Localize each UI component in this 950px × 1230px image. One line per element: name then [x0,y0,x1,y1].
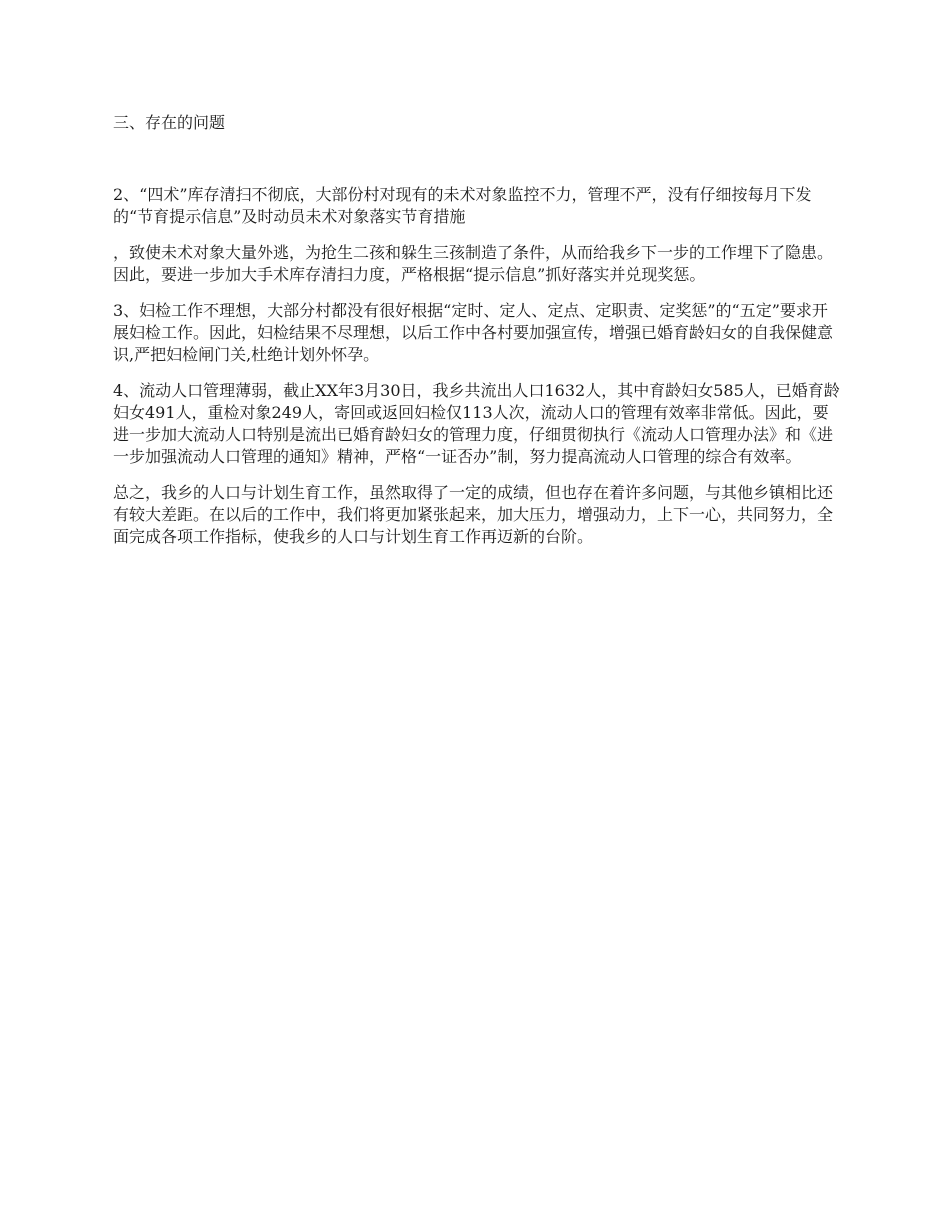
paragraph-gynecological-exam: 3、妇检工作不理想，大部分村都没有很好根据“定时、定人、定点、定职责、定奖惩”的“五定”要求开展妇检工作。因此，妇检结果不尽理想，以后工作中各村要加强宣传，增强已婚育龄妇女的自我保健意识,严把妇检闸门关,杜绝计划外怀孕。 [113,301,834,364]
section-heading: 三、存在的问题 [113,113,226,132]
paragraph-summary: 总之，我乡的人口与计划生育工作，虽然取得了一定的成绩，但也存在着许多问题，与其他乡镇相比还有较大差距。在以后的工作中，我们将更加紧张起来，加大压力，增强动力，上下一心，共同努力，全面完成各项工作指标，使我乡的人口与计划生育工作再迈新的台阶。 [113,483,834,546]
paragraph-four-techniques: 2、“四术”库存清扫不彻底，大部份村对现有的未术对象监控不力，管理不严，没有仔细按每月下发的“节育提示信息”及时动员未术对象落实节育措施 [113,185,812,226]
paragraph-consequence: ，致使未术对象大量外逃，为抢生二孩和躲生三孩制造了条件，从而给我乡下一步的工作埋下了隐患。因此，要进一步加大手术库存清扫力度，严格根据“提示信息”抓好落实并兑现奖惩。 [113,243,834,284]
document-body [113,112,841,562]
paragraph-floating-population: 4、流动人口管理薄弱，截止XX年3月30日，我乡共流出人口1632人，其中育龄妇女585人，已婚育龄妇女491人，重检对象249人，寄回或返回妇检仅113人次，流动人口的管理有效率非常低。因此，要进一步加大流动人口特别是流出已婚育龄妇女的管理力度，仔细贯彻执行《流动人口管理办法》和《进一步加强流动人口管理的通知》精神，严格“一证否办”制，努力提高流动人口管理的综合有效率。 [113,381,840,466]
